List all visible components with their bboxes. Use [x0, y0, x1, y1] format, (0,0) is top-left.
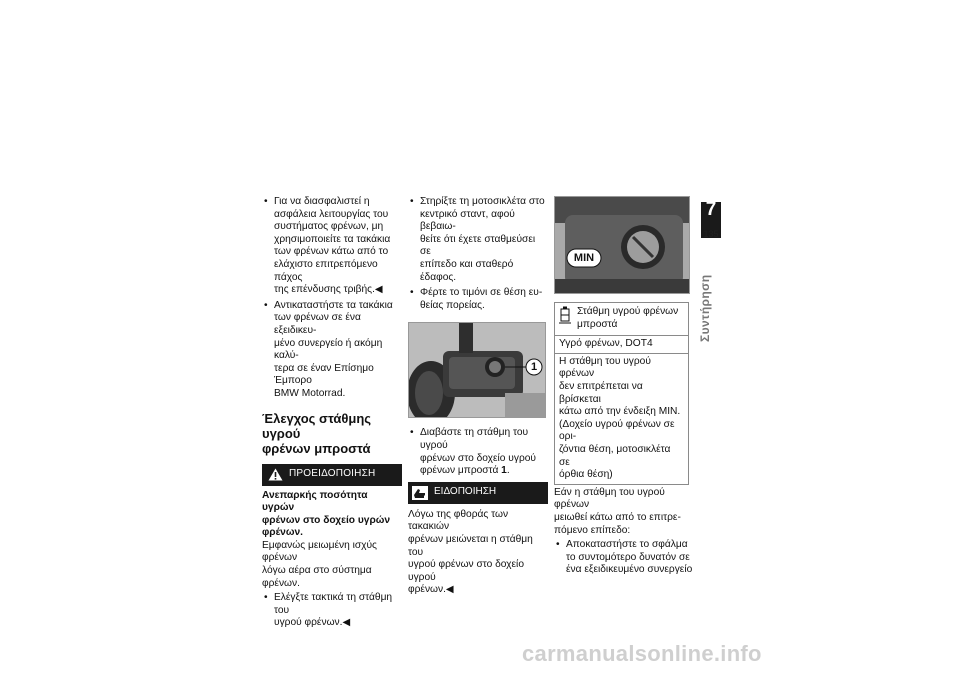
- line: Αποκαταστήστε το σφάλμα: [566, 539, 688, 551]
- section-heading: [262, 411, 402, 456]
- spec-table: [554, 302, 689, 485]
- line: όρθια θέση): [559, 469, 613, 481]
- line: Ελέγξτε τακτικά τη στάθμη του: [274, 592, 393, 616]
- column-2: [408, 196, 548, 599]
- bullet-replace-pads: • Αντικαταστήστε τα τακάκια των φρένων σε ένα εξειδικευ- μένο συνεργείο ή ακόμη καλύ- τερα σε έναν Επίσημο Έμπορο BMW Motorrad.: [262, 300, 402, 401]
- line: φρένων.◀: [408, 584, 454, 596]
- line: υγρού φρένων στο δοχείο υγρού: [408, 559, 524, 583]
- line: υγρού φρένων.◀: [274, 617, 351, 629]
- line-end: .: [506, 465, 510, 477]
- line: φρένων.: [262, 527, 303, 539]
- line: ένα εξειδικευμένο συνεργείο: [566, 564, 693, 576]
- page-number: 135: [703, 229, 719, 239]
- line: κεντρικό σταντ, αφού βεβαιω-: [420, 208, 515, 233]
- line: φρένων μειώνεται η στάθμη του: [408, 533, 533, 558]
- column-3: [554, 196, 694, 580]
- bullet-center-stand: • Στηρίξτε τη μοτοσικλέτα στο κεντρικό σταντ, αφού βεβαιω- θείτε ότι έχετε σταθμεύσει σε επίπεδο και σταθερό έδαφος.: [408, 196, 548, 284]
- chapter-side-label: Συντήρηση: [698, 274, 712, 342]
- line: των φρένων σε ένα εξειδικευ-: [274, 312, 361, 336]
- line: Αντικαταστήστε τα τακάκια: [274, 299, 393, 311]
- line: Λόγω της φθοράς των τακακιών: [408, 508, 509, 533]
- line: (Δοχείο υγρού φρένων σε ορι-: [559, 418, 675, 443]
- line: Διαβάστε τη στάθμη του υγρού: [420, 427, 529, 451]
- line-text: φρένων μπροστά: [420, 465, 502, 477]
- heading-line: φρένων μπροστά: [262, 440, 371, 456]
- line: τερα σε έναν Επίσημο Έμπορο: [274, 362, 374, 387]
- note-text: [408, 509, 548, 597]
- line: δεν επιτρέπεται να βρίσκεται: [559, 380, 643, 405]
- note-banner: [408, 482, 548, 504]
- line: φρένων στο δοχείο υγρού: [420, 452, 536, 464]
- brake-fluid-reservoir-icon: [559, 306, 571, 324]
- line: κάτω από την ένδειξη MIN.: [559, 406, 681, 418]
- chapter-number: 7: [701, 202, 721, 238]
- column-1: [262, 196, 402, 633]
- warning-label: ΠΡΟΕΙΔΟΠΟΙΗΣΗ: [289, 468, 376, 480]
- line: Εμφανώς μειωμένη ισχύς φρένων: [262, 539, 377, 564]
- bullet-brake-pads-min: • Για να διασφαλιστεί η ασφάλεια λειτουργίας του συστήματος φρένων, μη χρησιμοποιείτε τα τακάκια των φρένων κάτω από το ελάχιστο επιτρεπόμενο πάχος της επένδυσης τριβής.◀: [262, 196, 402, 297]
- line: φρένων στο δοχείο υγρών: [262, 514, 391, 526]
- callout-number: 1: [530, 361, 538, 374]
- line: Ανεπαρκής ποσότητα υγρών: [262, 489, 368, 514]
- note-label: ΕΙΔΟΠΟΙΗΣΗ: [434, 486, 497, 498]
- line: Για να διασφαλιστεί η: [274, 196, 370, 207]
- line: των φρένων κάτω από το: [274, 246, 389, 258]
- line: Εάν η στάθμη του υγρού φρένων: [554, 486, 665, 511]
- spec-table-title: [577, 306, 678, 331]
- line: Φέρτε το τιμόνι σε θέση ευ-: [420, 287, 543, 299]
- callout-ref: 1: [501, 465, 507, 477]
- bullet-read-level: • Διαβάστε τη στάθμη του υγρού φρένων στο δοχείο υγρού φρένων μπροστά 1.: [408, 427, 548, 477]
- watermark: carmanualsonline.info: [522, 641, 762, 666]
- line: θείτε ότι έχετε σταθμεύσει σε: [420, 233, 536, 258]
- line: ζόντια θέση, μοτοσικλέτα σε: [559, 443, 671, 468]
- bullet-repair-fault: • Αποκαταστήστε το σφάλμα το συντομότερο δυνατόν σε ένα εξειδικευμένο συνεργείο: [556, 539, 693, 576]
- line: [420, 465, 548, 478]
- bullet-check-level: • Ελέγξτε τακτικά τη στάθμη του υγρού φρένων.◀: [262, 592, 402, 630]
- warning-title: [262, 490, 402, 540]
- min-mark-illustration: [555, 197, 689, 293]
- line: λόγω αέρα στο σύστημα φρένων.: [262, 565, 372, 589]
- note-hand-icon: [412, 486, 428, 500]
- line: πόμενο επίπεδο:: [554, 524, 631, 536]
- warning-banner: [262, 464, 402, 486]
- line: μειωθεί κάτω από το επιτρε-: [554, 511, 681, 523]
- line: μένο συνεργείο ή ακόμη καλύ-: [274, 337, 383, 362]
- line: Στηρίξτε τη μοτοσικλέτα στο: [420, 196, 545, 207]
- line: της επένδυσης τριβής.◀: [274, 284, 383, 296]
- reservoir-photo: [408, 322, 546, 418]
- line: ασφάλεια λειτουργίας του: [274, 208, 389, 220]
- min-label: MIN: [573, 252, 595, 264]
- reservoir-illustration: [409, 323, 545, 417]
- line: το συντομότερο δυνατόν σε: [566, 551, 690, 563]
- line: χρησιμοποιείτε τα τακάκια: [274, 233, 391, 245]
- line: BMW Motorrad.: [274, 387, 346, 399]
- after-table-text: [554, 487, 694, 537]
- spec-level-rule: [555, 353, 688, 484]
- bullet-handlebar: • Φέρτε το τιμόνι σε θέση ευ- θείας πορείας.: [408, 287, 548, 312]
- min-mark-photo: [554, 196, 690, 294]
- spec-fluid-type: Υγρό φρένων, DOT4: [555, 335, 688, 353]
- line: Η στάθμη του υγρού φρένων: [559, 355, 651, 380]
- line: Στάθμη υγρού φρένων: [577, 306, 679, 317]
- line: επίπεδο και σταθερό έδαφος.: [420, 258, 514, 283]
- line: ελάχιστο επιτρεπόμενο πάχος: [274, 258, 378, 283]
- warning-text: [262, 540, 402, 590]
- line: συστήματος φρένων, μη: [274, 221, 384, 233]
- heading-line: Έλεγχος στάθμης υγρού: [262, 410, 372, 441]
- spec-table-header: [555, 303, 688, 335]
- line: θείας πορείας.: [420, 299, 485, 311]
- warning-triangle-icon: [268, 468, 283, 481]
- line: μπροστά: [577, 318, 618, 330]
